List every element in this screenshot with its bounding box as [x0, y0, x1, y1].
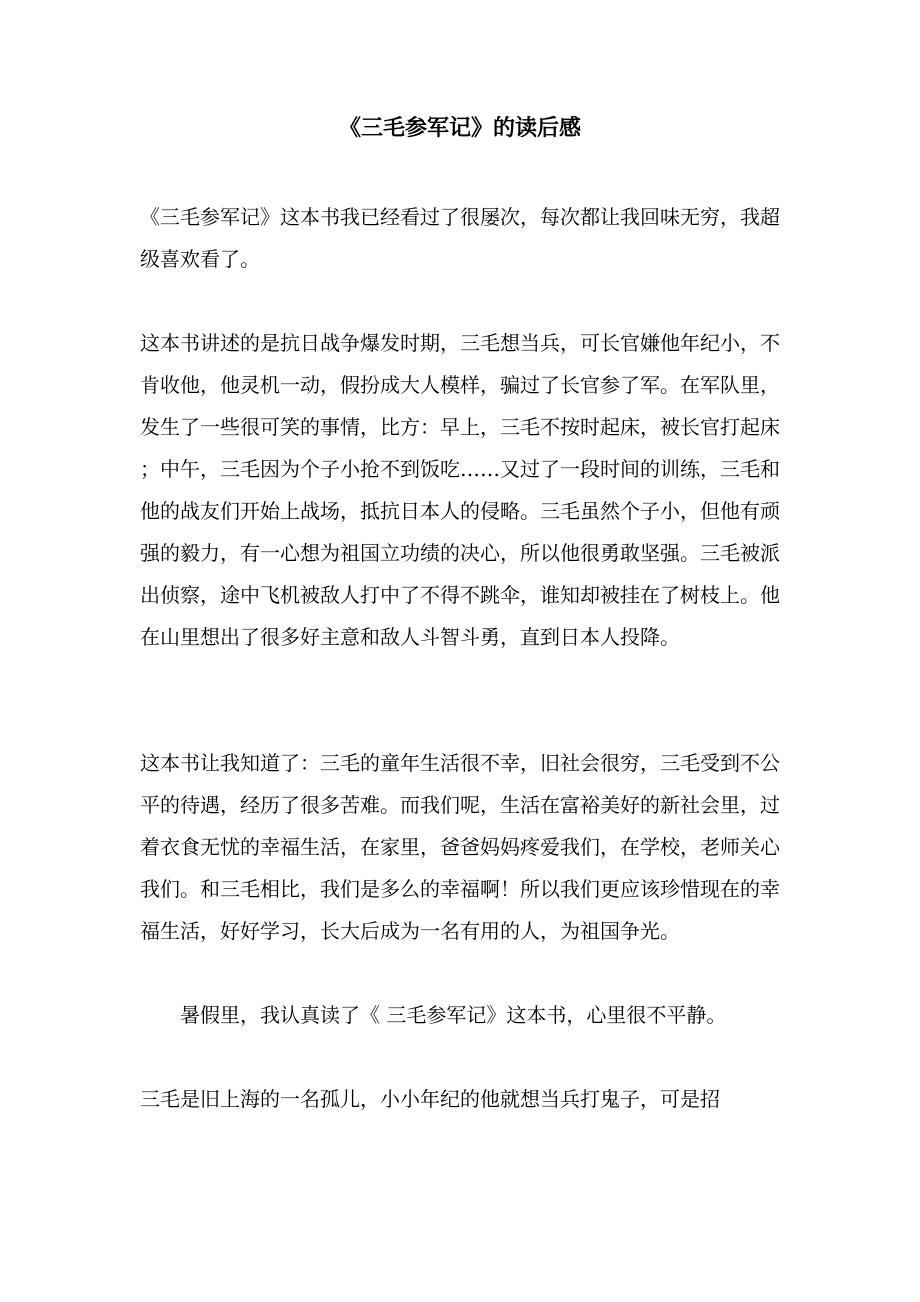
- paragraph-reflection: 这本书让我知道了：三毛的童年生活很不幸，旧社会很穷，三毛受到不公平的待遇，经历了很多苦难。而我们呢，生活在富裕美好的新社会里，过着衣食无忧的幸福生活，在家里，爸爸妈妈疼爱我们，在学校，老师关心我们。和三毛相比，我们是多么的幸福啊！所以我们更应该珍惜现在的幸福生活，好好学习，长大后成为一名有用的人，为祖国争光。: [140, 751, 780, 943]
- paragraph-sanmao-orphan: 三毛是旧上海的一名孤儿，小小年纪的他就想当兵打鬼子，可是招: [140, 1087, 720, 1111]
- paragraph-intro: 《三毛参军记》这本书我已经看过了很屡次，每次都让我回味无穷，我超级喜欢看了。: [140, 205, 780, 271]
- document-title: 《三毛参军记》的读后感: [338, 115, 581, 141]
- paragraph-summer-reading: 暑假里，我认真读了《 三毛参军记》这本书，心里很不平静。: [180, 1003, 727, 1027]
- paragraph-story-summary: 这本书讲述的是抗日战争爆发时期，三毛想当兵，可长官嫌他年纪小，不肯收他，他灵机一动，假扮成大人模样，骗过了长官参了军。在军队里，发生了一些很可笑的事情，比方：早上，三毛不按时起床，被长官打起床；中午，三毛因为个子小抢不到饭吃……又过了一段时间的训练，三毛和他的战友们开始上战场，抵抗日本人的侵略。三毛虽然个子小，但他有顽强的毅力，有一心想为祖国立功绩的决心，所以他很勇敢坚强。三毛被派出侦察，途中飞机被敌人打中了不得不跳伞，谁知却被挂在了树枝上。他在山里想出了很多好主意和敌人斗智斗勇，直到日本人投降。: [140, 331, 780, 649]
